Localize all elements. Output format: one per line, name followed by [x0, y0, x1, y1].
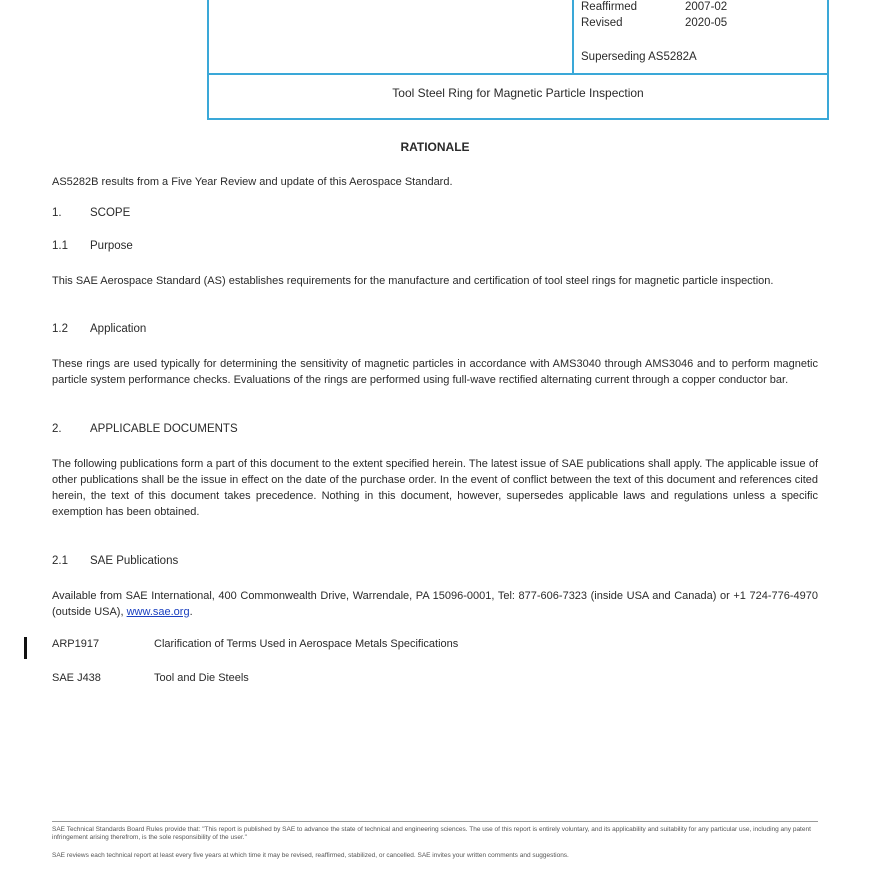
section-number: 1.1 [52, 240, 68, 252]
section-sae-publications-heading [52, 555, 178, 567]
section-scope-heading [52, 207, 130, 219]
sae-link-period: . [189, 606, 193, 618]
reference-title: Clarification of Terms Used in Aerospace Metals Specifications [154, 638, 459, 650]
reference-code: ARP1917 [52, 638, 100, 650]
footer-review-note: SAE reviews each technical report at least every five years at which time it may be revised, reaffirmed, stabilized, or cancelled. SAE invites your written comments and suggestions. [52, 852, 569, 859]
section-title: Application [90, 323, 147, 335]
rationale-text: AS5282B results from a Five Year Review and update of this Aerospace Standard. [52, 176, 453, 188]
revised-date: 2020-05 [685, 17, 728, 29]
sae-website-link[interactable]: www.sae.org [126, 606, 190, 618]
section-title: Purpose [90, 240, 133, 252]
superseding-note: Superseding AS5282A [581, 51, 697, 63]
footer-disclaimer: SAE Technical Standards Board Rules provide that: "This report is published by SAE to advance the state of technical and engineering sciences. The use of this report is entirely voluntary, and its applicability and suitability for any particular use, including any patent infringement arising therefrom, is the sole responsibility of the user." [52, 826, 811, 841]
section-applicable-documents-heading [52, 423, 238, 435]
rationale-heading: RATIONALE [400, 140, 470, 154]
header-top-section [209, 0, 827, 75]
section-number: 1. [52, 207, 62, 219]
header-box [207, 0, 829, 120]
section-title: APPLICABLE DOCUMENTS [90, 423, 238, 435]
section-number: 1.2 [52, 323, 68, 335]
application-text: These rings are used typically for determining the sensitivity of magnetic particles in accordance with AMS3040 through AMS3046 and to perform magnetic particle system performance checks. Evaluations of the rings are performed using full-wave rectified alternating current through a copper conductor bar. [52, 358, 818, 386]
header-divider [572, 0, 574, 73]
purpose-text: This SAE Aerospace Standard (AS) establishes requirements for the manufacture and certification of tool steel rings for magnetic particle inspection. [52, 275, 774, 287]
applicable-documents-text: The following publications form a part of this document to the extent specified herein. The latest issue of SAE publications shall apply. The applicable issue of other publications shall be the issue in effect on the date of the purchase order. In the event of conflict between the text of this document and references cited herein, the text of this document takes precedence. Nothing in this document, however, supersedes applicable laws and regulations unless a specific exemption has been obtained. [52, 458, 818, 518]
section-application-heading [52, 323, 146, 335]
section-number: 2.1 [52, 555, 68, 567]
section-purpose-heading [52, 240, 133, 252]
footer-rule [52, 821, 818, 822]
reference-code: SAE J438 [52, 672, 101, 684]
reaffirmed-label: Reaffirmed [581, 1, 638, 13]
document-title: Tool Steel Ring for Magnetic Particle Inspection [392, 86, 644, 100]
sae-address-text: Available from SAE International, 400 Commonwealth Drive, Warrendale, PA 15096-0001, Tel: 877-606-7323 (inside USA and Canada) or +1 724-776-4970 (outside USA), [52, 590, 818, 618]
reaffirmed-date: 2007-02 [685, 1, 728, 13]
revised-label: Revised [581, 17, 623, 29]
section-title: SAE Publications [90, 555, 179, 567]
reference-title: Tool and Die Steels [154, 672, 249, 684]
section-title: SCOPE [90, 207, 131, 219]
section-number: 2. [52, 423, 62, 435]
reference-item [52, 638, 458, 650]
sae-publications-text [52, 588, 818, 620]
change-bar [24, 637, 27, 659]
reference-item [52, 672, 249, 684]
